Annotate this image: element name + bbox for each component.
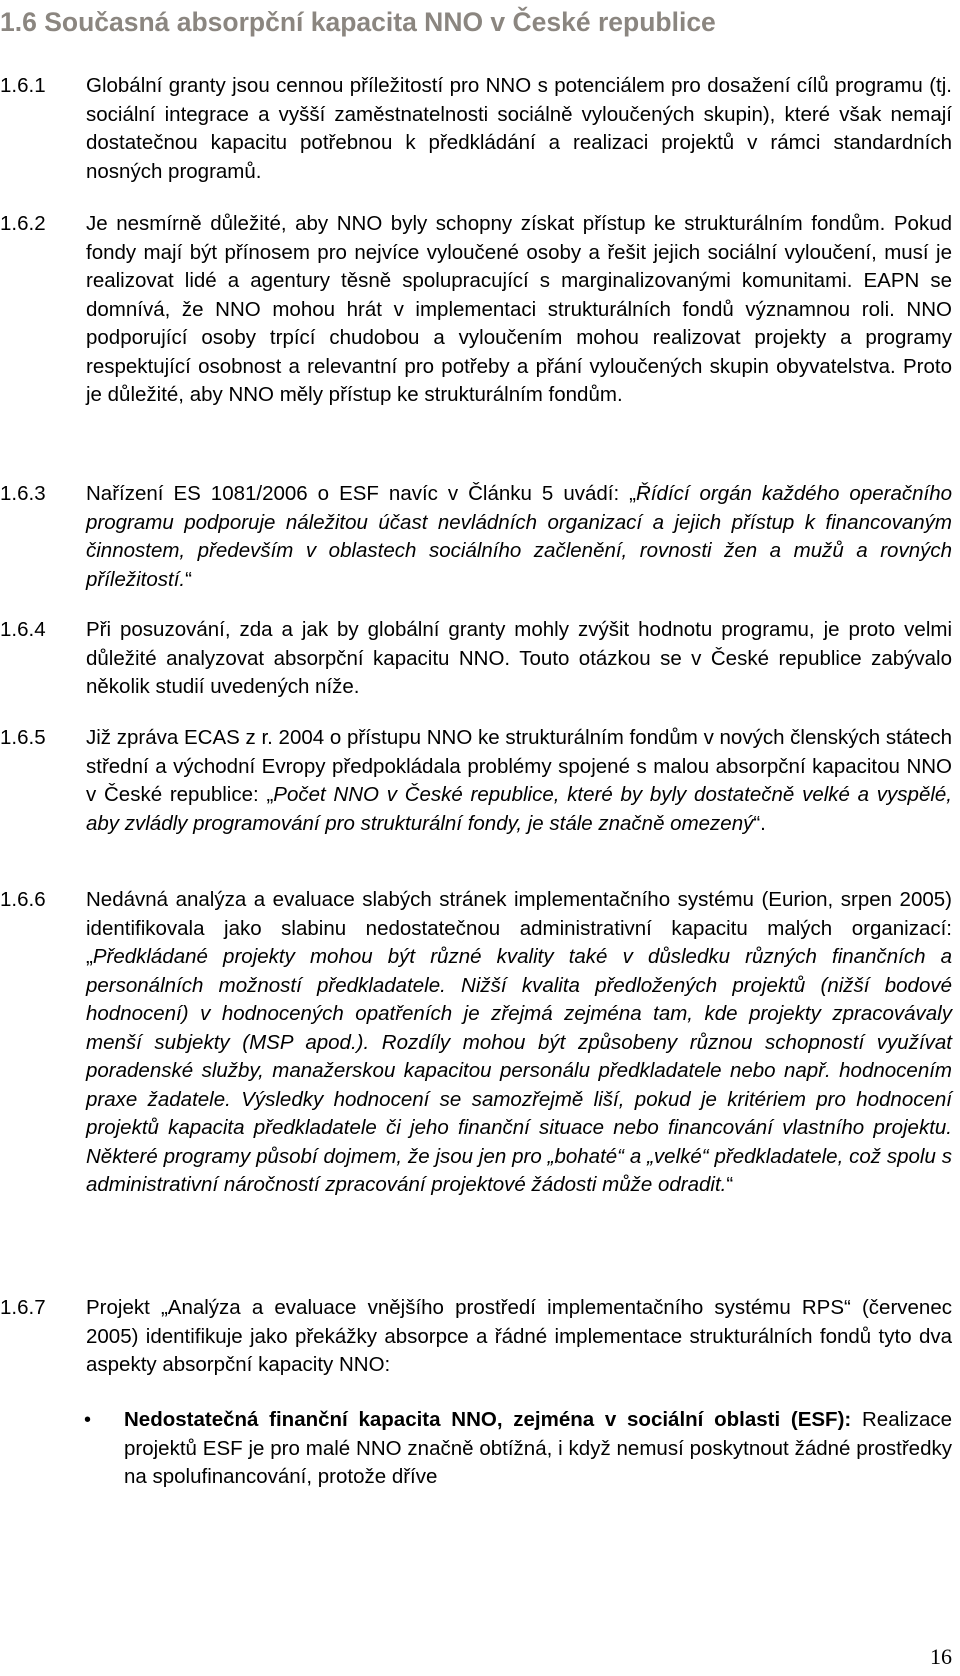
paragraph-number: 1.6.7 xyxy=(0,1296,46,1319)
bullet-bold-lead: Nedostatečná finanční kapacita NNO, zejména v sociální oblasti (ESF): xyxy=(124,1408,852,1431)
paragraph-body xyxy=(86,616,952,702)
paragraph-body xyxy=(86,210,952,410)
paragraph-1-6-4 xyxy=(0,616,952,702)
bullet-symbol: • xyxy=(84,1409,92,1431)
paragraph-1-6-1 xyxy=(0,72,952,186)
paragraph-number: 1.6.4 xyxy=(0,618,46,641)
bullet-item xyxy=(0,1406,952,1492)
paragraph-text: Globální granty jsou cennou příležitostí pro NNO s potenciálem pro dosažení cílů programu (tj. sociální integrace a vyšší zaměstnatelnosti sociálně vyloučených skupin), které však nemají dostatečnou kapacitu potřebnou k předkládání a realizaci projektů v rámci standardních nosných programů. xyxy=(86,74,952,183)
paragraph-text: Nedávná analýza a evaluace slabých stránek implementačního systému (Eurion, srpen 2005) identifikovala jako slabinu nedostatečnou administrativní kapacitu malých organizací: „ xyxy=(86,888,952,968)
paragraph-body xyxy=(86,480,952,594)
quoted-report-text: Počet NNO v České republice, které by byly dostatečně velké a vyspělé, aby zvládly programování pro strukturální fondy, je stále značně omezený xyxy=(86,783,952,835)
paragraph-1-6-5 xyxy=(0,724,952,838)
closing-quote: “ xyxy=(726,1173,734,1196)
paragraph-text: Je nesmírně důležité, aby NNO byly schopny získat přístup ke strukturálním fondům. Pokud fondy mají být přínosem pro nejvíce vyloučené osoby a řešit jejich sociální vyloučení, musí je realizovat lidé a agentury těsně spolupracující s marginalizovanými komunitami. EAPN se domnívá, že NNO mohou hrát v implementaci strukturálních fondů významnou roli. NNO podporující osoby trpící chudobou a vyloučením mohou realizovat projekty a programy respektující osobnost a relevantní pro potřeby a přání vyloučených skupin obyvatelstva. Proto je důležité, aby NNO měly přístup ke strukturálním fondům. xyxy=(86,212,952,406)
bullet-text: Realizace projektů ESF je pro malé NNO značně obtížná, i když nemusí poskytnout žádné prostředky na spolufinancování, protože dříve xyxy=(124,1408,953,1488)
paragraph-text: Projekt „Analýza a evaluace vnějšího prostředí implementačního systému RPS“ (červenec 2005) identifikuje jako překážky absorpce a řádné implementace strukturálních fondů tyto dva aspekty absorpční kapacity NNO: xyxy=(86,1296,952,1376)
quoted-analysis-text: Předkládané projekty mohou být různé kvality také v důsledku různých finančních a personálních možností předkladatele. Nižší kvalita předložených projektů (nižší bodové hodnocení) v hodnocených opatřeních je zřejmá zejména tam, kde projekty zpracovávaly menší subjekty (MSP apod.). Rozdíly mohou být způsobeny různou schopností využívat poradenské služby, manažerskou kapacitou personálu předkladatele nebo např. hodnocením praxe žadatele. Výsledky hodnocení se samozřejmě liší, pokud je kritériem pro hodnocení projektů kapacita předkladatele či jeho finanční situace nebo financování vlastního projektu. Některé programy působí dojmem, že jsou jen pro „bohaté“ a „velké“ předkladatele, což spolu s administrativní náročností zpracování projektové žádosti může odradit. xyxy=(86,945,952,1196)
quoted-regulation-text: Řídící orgán každého operačního programu podporuje náležitou účast nevládních organizací a jejich přístup k financovaným činnostem, především v oblastech sociálního začlenění, rovnosti žen a mužů a rovných příležitostí. xyxy=(86,482,952,591)
paragraph-body xyxy=(86,1294,952,1380)
paragraph-1-6-7 xyxy=(0,1294,952,1380)
paragraph-1-6-3 xyxy=(0,480,952,594)
paragraph-text: Nařízení ES 1081/2006 o ESF navíc v Článku 5 uvádí: „ xyxy=(86,482,636,505)
paragraph-text: Při posuzování, zda a jak by globální granty mohly zvýšit hodnotu programu, je proto velmi důležité analyzovat absorpční kapacitu NNO. Touto otázkou se v České republice zabývalo několik studií uvedených níže. xyxy=(86,618,952,698)
page-number: 16 xyxy=(930,1644,952,1669)
closing-quote: “ xyxy=(185,567,192,591)
paragraph-number: 1.6.1 xyxy=(0,74,46,97)
section-heading: 1.6 Současná absorpční kapacita NNO v České republice xyxy=(0,7,716,37)
bullet-body xyxy=(124,1406,952,1492)
paragraph-text: Již zpráva ECAS z r. 2004 o přístupu NNO ke strukturálním fondům v nových členských státech střední a východní Evropy předpokládala problémy spojené s malou absorpční kapacitou NNO v České republice: „ xyxy=(86,726,952,806)
closing-quote: “. xyxy=(753,811,766,835)
paragraph-body xyxy=(86,72,952,186)
paragraph-1-6-2 xyxy=(0,210,952,410)
paragraph-number: 1.6.6 xyxy=(0,888,46,911)
paragraph-1-6-6 xyxy=(0,886,952,1200)
paragraph-number: 1.6.2 xyxy=(0,212,46,235)
paragraph-number: 1.6.3 xyxy=(0,482,46,505)
paragraph-number: 1.6.5 xyxy=(0,726,46,749)
paragraph-body xyxy=(86,886,952,1200)
paragraph-body xyxy=(86,724,952,838)
